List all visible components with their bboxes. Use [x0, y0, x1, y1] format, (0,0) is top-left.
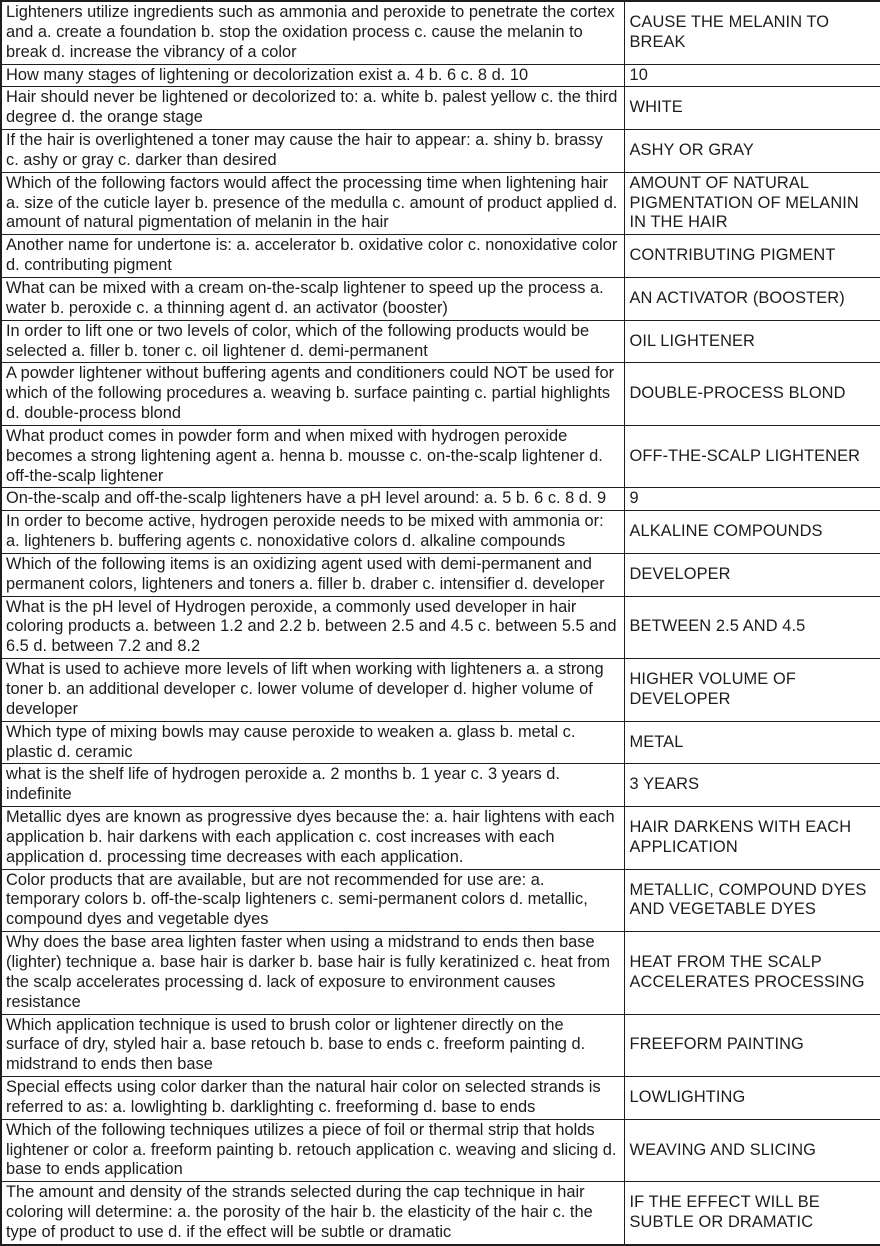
table-row	[1, 1119, 880, 1182]
answer-cell: BETWEEN 2.5 AND 4.5	[624, 596, 880, 659]
answer-cell: WEAVING AND SLICING	[624, 1119, 880, 1182]
question-cell: Why does the base area lighten faster when using a midstrand to ends then base (lighter) technique a. base hair is darker b. base hair is fully keratinized c. heat from the scalp accelerates processing d. lack of exposure to environment causes resistance	[1, 932, 624, 1014]
question-cell: Which of the following items is an oxidizing agent used with demi-permanent and permanent colors, lighteners and toners a. filler b. draber c. intensifier d. developer	[1, 553, 624, 596]
question-cell: What can be mixed with a cream on-the-scalp lightener to speed up the process a. water b. peroxide c. a thinning agent d. an activator (booster)	[1, 277, 624, 320]
answer-cell: ALKALINE COMPOUNDS	[624, 511, 880, 554]
table-row	[1, 425, 880, 488]
answer-cell: CONTRIBUTING PIGMENT	[624, 235, 880, 278]
table-row	[1, 172, 880, 235]
table-row	[1, 1, 880, 64]
question-cell: Metallic dyes are known as progressive dyes because the: a. hair lightens with each application b. hair darkens with each application c. cost increases with each application d. processing time decreases with each application.	[1, 807, 624, 870]
question-cell: Another name for undertone is: a. accelerator b. oxidative color c. nonoxidative color d. contributing pigment	[1, 235, 624, 278]
question-cell: In order to lift one or two levels of color, which of the following products would be selected a. filler b. toner c. oil lightener d. demi-permanent	[1, 320, 624, 363]
answer-cell: AMOUNT OF NATURAL PIGMENTATION OF MELANIN IN THE HAIR	[624, 172, 880, 235]
question-cell: Which type of mixing bowls may cause peroxide to weaken a. glass b. metal c. plastic d. ceramic	[1, 721, 624, 764]
table-row	[1, 87, 880, 130]
answer-cell: HIGHER VOLUME OF DEVELOPER	[624, 659, 880, 722]
question-cell: Special effects using color darker than the natural hair color on selected strands is referred to as: a. lowlighting b. darklighting c. freeforming d. base to ends	[1, 1077, 624, 1120]
answer-cell: IF THE EFFECT WILL BE SUBTLE OR DRAMATIC	[624, 1182, 880, 1245]
table-row	[1, 932, 880, 1014]
table-row	[1, 64, 880, 87]
table-row	[1, 1014, 880, 1077]
table-row	[1, 1182, 880, 1245]
answer-cell: LOWLIGHTING	[624, 1077, 880, 1120]
question-cell: On-the-scalp and off-the-scalp lighteners have a pH level around: a. 5 b. 6 c. 8 d. 9	[1, 488, 624, 511]
table-row	[1, 511, 880, 554]
table-row	[1, 721, 880, 764]
answer-cell: METALLIC, COMPOUND DYES AND VEGETABLE DYES	[624, 869, 880, 932]
answer-cell: 3 YEARS	[624, 764, 880, 807]
table-row	[1, 320, 880, 363]
answer-cell: HAIR DARKENS WITH EACH APPLICATION	[624, 807, 880, 870]
table-row	[1, 363, 880, 426]
answer-cell: DOUBLE-PROCESS BLOND	[624, 363, 880, 426]
table-row	[1, 764, 880, 807]
question-cell: Which of the following factors would affect the processing time when lightening hair a. size of the cuticle layer b. presence of the medulla c. amount of product applied d. amount of natural pigmentation of melanin in the hair	[1, 172, 624, 235]
quiz-table-body	[1, 1, 880, 1245]
question-cell: Color products that are available, but are not recommended for use are: a. temporary colors b. off-the-scalp lighteners c. semi-permanent colors d. metallic, compound dyes and vegetable dyes	[1, 869, 624, 932]
question-cell: What product comes in powder form and when mixed with hydrogen peroxide becomes a strong lightening agent a. henna b. mousse c. on-the-scalp lightener d. off-the-scalp lightener	[1, 425, 624, 488]
question-cell: How many stages of lightening or decolorization exist a. 4 b. 6 c. 8 d. 10	[1, 64, 624, 87]
question-cell: What is used to achieve more levels of lift when working with lighteners a. a strong toner b. an additional developer c. lower volume of developer d. higher volume of developer	[1, 659, 624, 722]
question-cell: The amount and density of the strands selected during the cap technique in hair coloring will determine: a. the porosity of the hair b. the elasticity of the hair c. the type of product to use d. if the effect will be subtle or dramatic	[1, 1182, 624, 1245]
answer-cell: FREEFORM PAINTING	[624, 1014, 880, 1077]
question-cell: Lighteners utilize ingredients such as ammonia and peroxide to penetrate the cortex and a. create a foundation b. stop the oxidation process c. cause the melanin to break d. increase the vibrancy of a color	[1, 1, 624, 64]
answer-cell: DEVELOPER	[624, 553, 880, 596]
question-cell: Which of the following techniques utilizes a piece of foil or thermal strip that holds lightener or color a. freeform painting b. retouch application c. weaving and slicing d. base to ends application	[1, 1119, 624, 1182]
question-cell: In order to become active, hydrogen peroxide needs to be mixed with ammonia or: a. lighteners b. buffering agents c. nonoxidative colors d. alkaline compounds	[1, 511, 624, 554]
question-cell: what is the shelf life of hydrogen peroxide a. 2 months b. 1 year c. 3 years d. indefinite	[1, 764, 624, 807]
table-row	[1, 1077, 880, 1120]
table-row	[1, 277, 880, 320]
answer-cell: 9	[624, 488, 880, 511]
answer-cell: OIL LIGHTENER	[624, 320, 880, 363]
answer-cell: OFF-THE-SCALP LIGHTENER	[624, 425, 880, 488]
question-cell: Hair should never be lightened or decolorized to: a. white b. palest yellow c. the third degree d. the orange stage	[1, 87, 624, 130]
question-cell: What is the pH level of Hydrogen peroxide, a commonly used developer in hair coloring products a. between 1.2 and 2.2 b. between 2.5 and 4.5 c. between 5.5 and 6.5 d. between 7.2 and 8.2	[1, 596, 624, 659]
answer-cell: HEAT FROM THE SCALP ACCELERATES PROCESSING	[624, 932, 880, 1014]
question-cell: Which application technique is used to brush color or lightener directly on the surface of dry, styled hair a. base retouch b. base to ends c. freeform painting d. midstrand to ends then base	[1, 1014, 624, 1077]
table-row	[1, 553, 880, 596]
table-row	[1, 488, 880, 511]
answer-cell: 10	[624, 64, 880, 87]
table-row	[1, 130, 880, 173]
answer-cell: ASHY OR GRAY	[624, 130, 880, 173]
answer-cell: METAL	[624, 721, 880, 764]
table-row	[1, 596, 880, 659]
table-row	[1, 235, 880, 278]
answer-cell: WHITE	[624, 87, 880, 130]
question-cell: A powder lightener without buffering agents and conditioners could NOT be used for which of the following procedures a. weaving b. surface painting c. partial highlights d. double-process blond	[1, 363, 624, 426]
answer-cell: CAUSE THE MELANIN TO BREAK	[624, 1, 880, 64]
table-row	[1, 807, 880, 870]
answer-cell: AN ACTIVATOR (BOOSTER)	[624, 277, 880, 320]
table-row	[1, 869, 880, 932]
question-cell: If the hair is overlightened a toner may cause the hair to appear: a. shiny b. brassy c. ashy or gray c. darker than desired	[1, 130, 624, 173]
table-row	[1, 659, 880, 722]
